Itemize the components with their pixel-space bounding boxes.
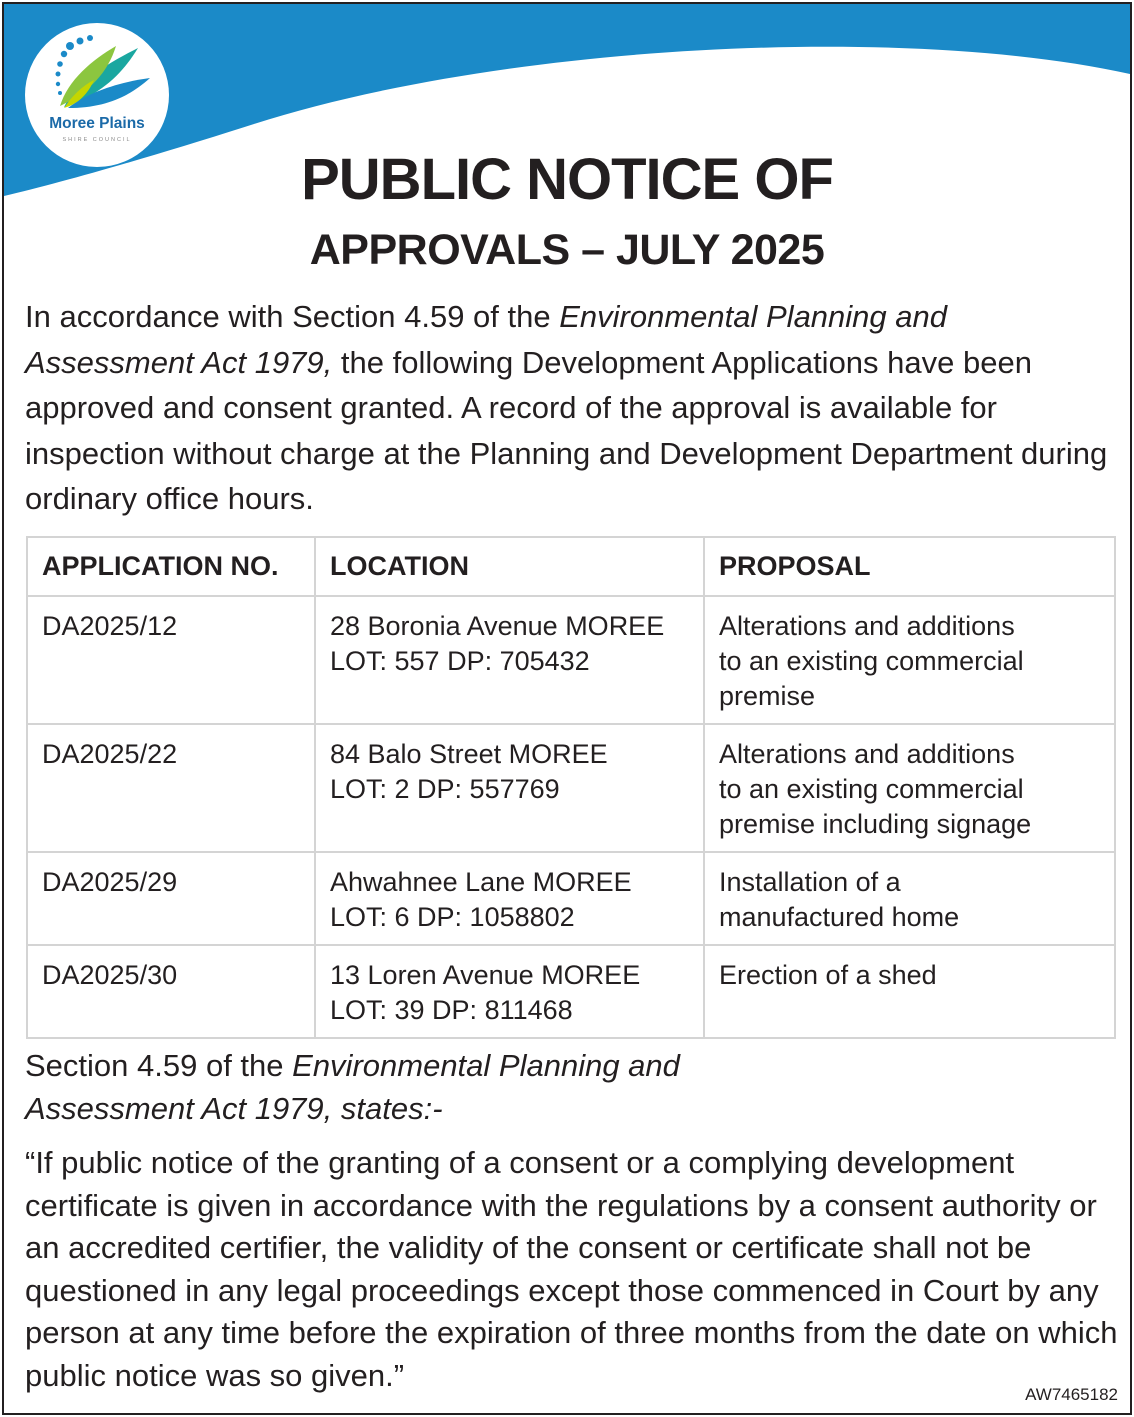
section-note-prefix: Section 4.59 of the [25, 1048, 293, 1083]
location-cell [315, 596, 704, 724]
proposal-line: premise [719, 681, 816, 711]
location-cell [315, 945, 704, 1038]
table-row [27, 596, 1115, 724]
location-address: 28 Boronia Avenue MOREE [330, 611, 665, 641]
table-header-row [27, 537, 1115, 596]
proposal-line: premise including signage [719, 809, 1032, 839]
application-no: DA2025/12 [42, 611, 178, 641]
table-row [27, 945, 1115, 1038]
proposal-line: Installation of a [719, 867, 901, 897]
location-address: 84 Balo Street MOREE [330, 739, 608, 769]
application-no-cell [27, 596, 315, 724]
proposal-line: manufactured home [719, 902, 960, 932]
proposal-cell [704, 596, 1115, 724]
application-no: DA2025/22 [42, 739, 178, 769]
table-row [27, 852, 1115, 945]
page-title: PUBLIC NOTICE OF [301, 147, 833, 212]
reference-number: AW7465182 [1025, 1385, 1118, 1404]
application-no: DA2025/30 [42, 960, 178, 990]
proposal-line: to an existing commercial [719, 774, 1024, 804]
location-cell [315, 724, 704, 852]
section-note-act-line2: Assessment Act 1979, states:- [25, 1091, 443, 1126]
proposal-cell [704, 724, 1115, 852]
proposal-cell [704, 852, 1115, 945]
location-address: Ahwahnee Lane MOREE [330, 867, 632, 897]
header-location: LOCATION [315, 537, 704, 596]
proposal-line: Alterations and additions [719, 739, 1015, 769]
location-lot: LOT: 557 DP: 705432 [330, 646, 590, 676]
intro-text-start: In accordance with Section 4.59 of the [25, 299, 560, 334]
proposal-line: to an existing commercial [719, 646, 1024, 676]
location-lot: LOT: 39 DP: 811468 [330, 995, 573, 1025]
section-note-act-line1: Environmental Planning and [292, 1048, 680, 1083]
location-address: 13 Loren Avenue MOREE [330, 960, 641, 990]
approvals-table [26, 536, 1116, 1039]
application-no-cell [27, 852, 315, 945]
notice-frame [2, 2, 1132, 1415]
logo-subtitle: SHIRE COUNCIL [62, 137, 132, 143]
intro-act-name: Environmental Planning and Assessment Act 1979, [25, 299, 947, 380]
section-note [25, 1044, 1115, 1130]
proposal-line: Alterations and additions [719, 611, 1015, 641]
application-no: DA2025/29 [42, 867, 178, 897]
table-row [27, 724, 1115, 852]
header-application-no: APPLICATION NO. [27, 537, 315, 596]
location-lot: LOT: 6 DP: 1058802 [330, 902, 575, 932]
page-subtitle: APPROVALS – JULY 2025 [309, 226, 825, 274]
intro-paragraph [25, 294, 1115, 522]
header-proposal: PROPOSAL [704, 537, 1115, 596]
legal-quote: “If public notice of the granting of a consent or a complying development certificate is given in accordance with the regulations by a consent authority or an accredited certifier, the validity of the consent or certificate shall not be questioned in any legal proceedings except those commenced in Court by any person at any time before the expiration of three months from the date on which public notice was so given.” [25, 1145, 1118, 1393]
application-no-cell [27, 724, 315, 852]
application-no-cell [27, 945, 315, 1038]
intro-text-end: the following Development Applications have been approved and consent granted. A record of the approval is available for inspection without charge at the Planning and Development Department during ordinary office hours. [25, 344, 1108, 516]
logo-name: Moree Plains [49, 115, 145, 132]
location-lot: LOT: 2 DP: 557769 [330, 774, 560, 804]
proposal-line: Erection of a shed [719, 960, 937, 990]
proposal-cell [704, 945, 1115, 1038]
location-cell [315, 852, 704, 945]
